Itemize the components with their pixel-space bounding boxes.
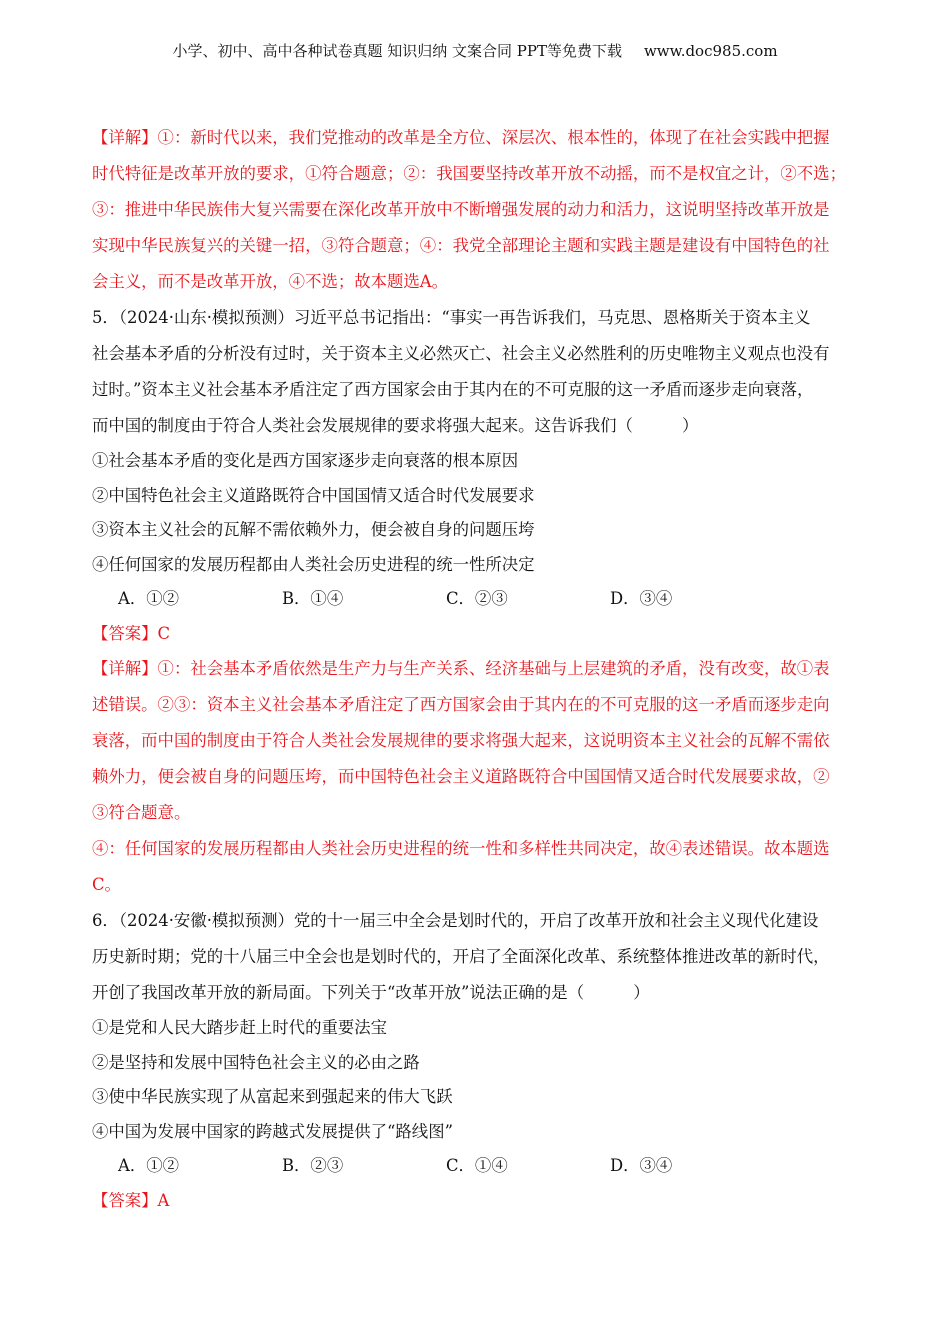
q5-detail-line: ④：任何国家的发展历程都由人类社会历史进程的统一性和多样性共同决定，故④表述错误。故本题选: [92, 839, 830, 858]
q6-item: ③使中华民族实现了从富起来到强起来的伟大飞跃: [92, 1087, 453, 1106]
q6-option-c: C．①④: [446, 1156, 508, 1175]
q5-detail-line: 衰落，而中国的制度由于符合人类社会发展规律的要求将强大起来，这说明资本主义社会的瓦解不需依: [92, 731, 830, 750]
q5-item: ②中国特色社会主义道路既符合中国国情又适合时代发展要求: [92, 485, 535, 505]
q5-detail-line: 【详解】①：社会基本矛盾依然是生产力与生产关系、经济基础与上层建筑的矛盾，没有改变，故①表: [92, 659, 830, 678]
q4-detail-line: 会主义，而不是改革开放，④不选；故本题选A。: [92, 272, 449, 291]
q4-detail-line: 实现中华民族复兴的关键一招，③符合题意；④：我党全部理论主题和实践主题是建设有中国特色的社: [92, 236, 830, 255]
q6-option-b: B．②③: [282, 1156, 344, 1175]
q6-stem-line: 开创了我国改革开放的新局面。下列关于“改革开放”说法正确的是（ ）: [92, 983, 650, 1002]
document-body: [92, 120, 858, 1218]
q5-stem-line: 过时。”资本主义社会基本矛盾注定了西方国家会由于其内在的不可克服的这一矛盾而逐步走向衰落，: [92, 380, 814, 399]
q5-options: [92, 582, 858, 617]
q5-stem-line: 社会基本矛盾的分析没有过时，关于资本主义必然灭亡、社会主义必然胜利的历史唯物主义观点也没有: [92, 344, 830, 363]
q5-item: ①社会基本矛盾的变化是西方国家逐步走向衰落的根本原因: [92, 451, 519, 470]
q5-option-b: B．①④: [282, 589, 344, 608]
question-5: [92, 300, 858, 903]
q5-option-a: A．①②: [118, 589, 180, 608]
q5-option-d: D．③④: [610, 589, 673, 608]
q5-detail-line: ③符合题意。: [92, 803, 191, 822]
q4-detail-line: 【详解】①：新时代以来，我们党推动的改革是全方位、深层次、根本性的，体现了在社会实践中把握: [92, 128, 830, 147]
q6-option-a: A．①②: [118, 1156, 180, 1175]
q5-option-c: C．②③: [446, 589, 508, 608]
q5-detail-line: C。: [92, 875, 121, 894]
q4-detail-line: ③：推进中华民族伟大复兴需要在深化改革开放中不断增强发展的动力和活力，这说明坚持改革开放是: [92, 200, 830, 219]
q4-detail: [92, 120, 858, 300]
q5-detail-line: 赖外力，便会被自身的问题压垮，而中国特色社会主义道路既符合中国国情又适合时代发展要求故，②: [92, 767, 830, 786]
question-6: [92, 903, 858, 1218]
header-text: 小学、初中、高中各种试卷真题 知识归纳 文案合同 PPT等免费下载: [172, 42, 622, 60]
q5-detail-line: 述错误。②③：资本主义社会基本矛盾注定了西方国家会由于其内在的不可克服的这一矛盾而逐步走向: [92, 695, 830, 714]
q5-stem-line: 而中国的制度由于符合人类社会发展规律的要求将强大起来。这告诉我们（ ）: [92, 416, 699, 435]
q6-item: ②是坚持和发展中国特色社会主义的必由之路: [92, 1052, 420, 1072]
q6-answer: 【答案】A: [92, 1190, 170, 1210]
q6-stem-line: 历史新时期；党的十八届三中全会也是划时代的，开启了全面深化改革、系统整体推进改革的新时代，: [92, 947, 830, 966]
q5-item: ③资本主义社会的瓦解不需依赖外力，便会被自身的问题压垮: [92, 520, 535, 539]
page-header: [0, 40, 950, 61]
q4-detail-line: 时代特征是改革开放的要求，①符合题意；②：我国要坚持改革开放不动摇，而不是权宜之计，②不选；: [92, 164, 846, 183]
q6-item: ④中国为发展中国家的跨越式发展提供了“路线图”: [92, 1121, 453, 1141]
q5-stem-line: 5．（2024·山东·模拟预测）习近平总书记指出：“事实一再告诉我们，马克思、恩格斯关于资本主义: [92, 308, 811, 327]
q5-answer: 【答案】C: [92, 623, 171, 643]
q6-item: ①是党和人民大踏步赶上时代的重要法宝: [92, 1018, 388, 1037]
header-site-link[interactable]: www.doc985.com: [643, 42, 778, 60]
q5-item: ④任何国家的发展历程都由人类社会历史进程的统一性所决定: [92, 554, 535, 574]
q6-option-d: D．③④: [610, 1156, 673, 1175]
q6-stem-line: 6．（2024·安徽·模拟预测）党的十一届三中全会是划时代的，开启了改革开放和社会主义现代化建设: [92, 911, 819, 930]
q6-options: [92, 1149, 858, 1184]
